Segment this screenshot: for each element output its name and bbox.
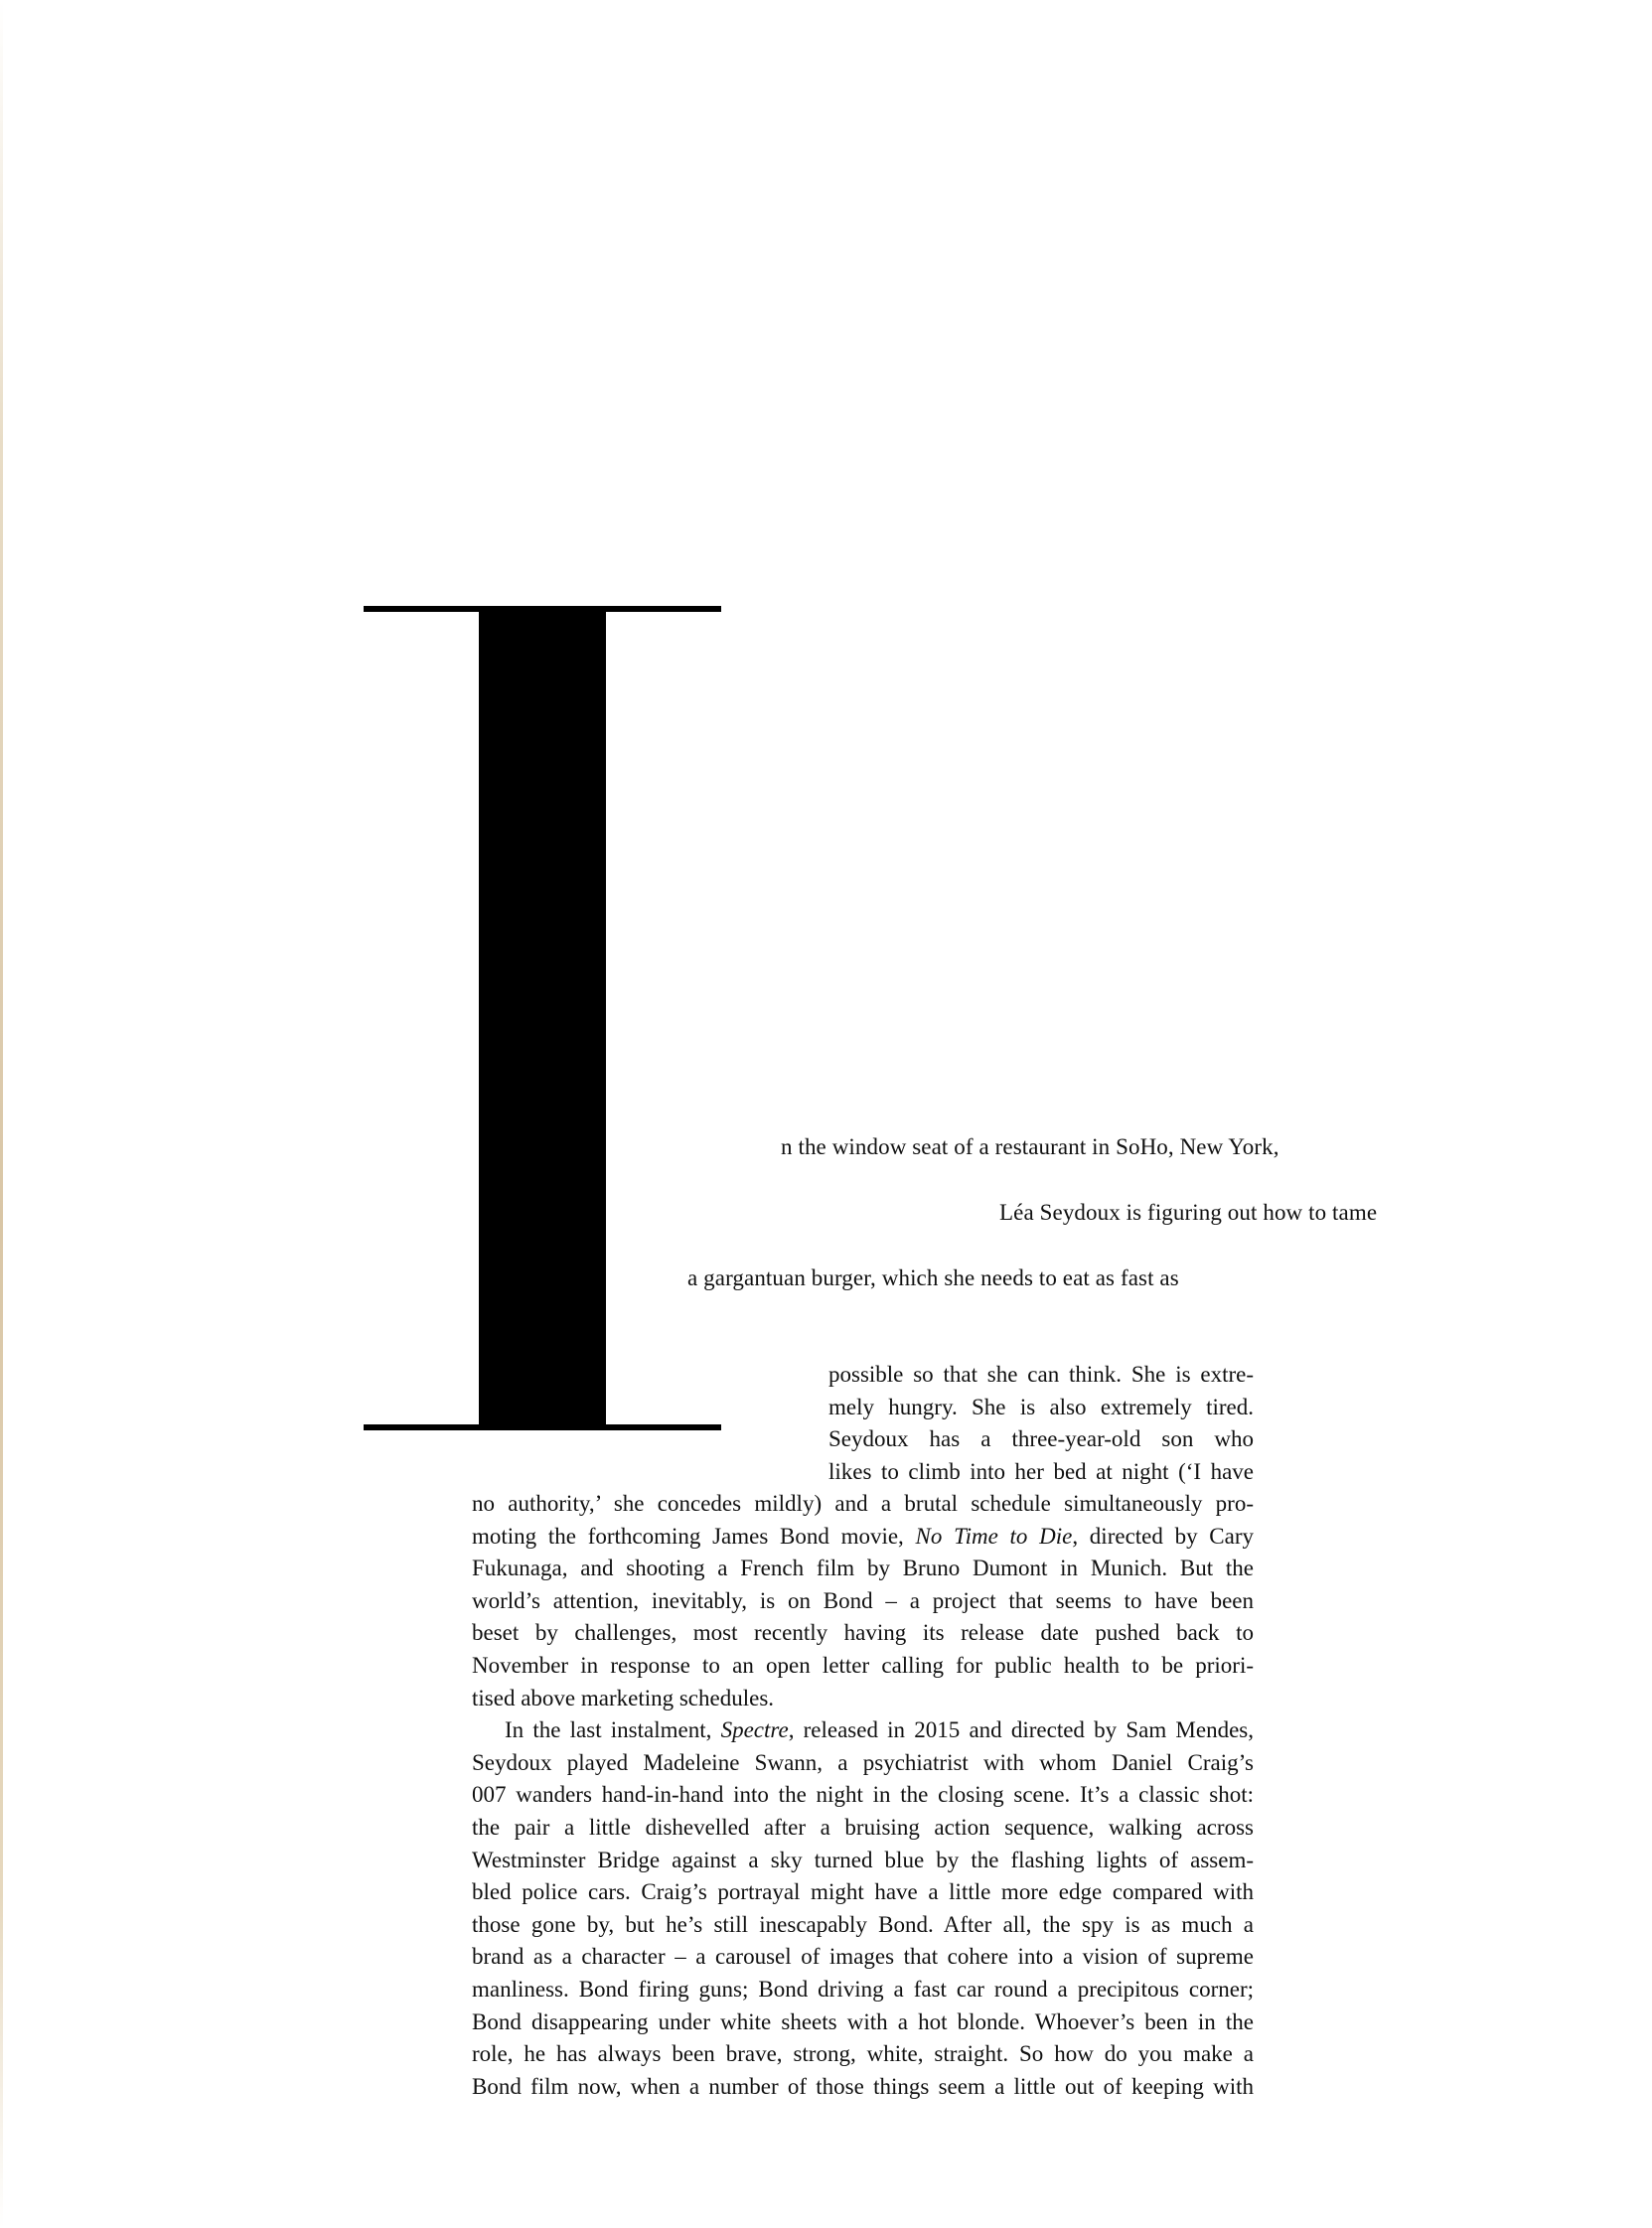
paragraph-2-line: manliness. Bond firing guns; Bond driving a fast car round a precipitous corner; bbox=[472, 1976, 1254, 2002]
drop-cap-text bbox=[364, 606, 365, 607]
paragraph-1-line: world’s attention, inevitably, is on Bond – a project that seems to have been bbox=[472, 1587, 1254, 1613]
paragraph-2-line: 007 wanders hand-in-hand into the night in the closing scene. It’s a classic shot: bbox=[472, 1782, 1254, 1808]
paragraph-2-line: brand as a character – a carousel of images that cohere into a vision of supreme bbox=[472, 1944, 1254, 1970]
paragraph-1-line: beset by challenges, most recently having its release date pushed back to bbox=[472, 1620, 1254, 1646]
paragraph-1-line: Fukunaga, and shooting a French film by Bruno Dumont in Munich. But the bbox=[472, 1556, 1254, 1581]
paragraph-2-line: the pair a little dishevelled after a bruising action sequence, walking across bbox=[472, 1814, 1254, 1840]
paragraph-2-line: bled police cars. Craig’s portrayal might have a little more edge compared with bbox=[472, 1879, 1254, 1905]
narrow-line: mely hungry. She is also extremely tired. bbox=[828, 1394, 1254, 1419]
paragraph-1-line: tised above marketing schedules. bbox=[472, 1685, 775, 1710]
italic-title: Spectre bbox=[720, 1717, 789, 1743]
narrow-column bbox=[828, 1359, 1254, 1488]
italic-title: No Time to Die bbox=[915, 1523, 1073, 1549]
opening-line-3: a gargantuan burger, which she needs to eat as fast as bbox=[687, 1265, 1179, 1290]
paragraph-2-line: role, he has always been brave, strong, white, straight. So how do you make a bbox=[472, 2041, 1254, 2067]
drop-cap-stem bbox=[479, 606, 606, 1430]
paragraph-1-line: November in response to an open letter calling for public health to be priori- bbox=[472, 1652, 1254, 1678]
narrow-line: Seydoux has a three-year-old son who bbox=[828, 1426, 1254, 1452]
drop-cap-letter-i bbox=[364, 606, 721, 1430]
opening-line-1: n the window seat of a restaurant in SoHo, New York, bbox=[781, 1134, 1279, 1159]
paragraph-2-line: Seydoux played Madeleine Swann, a psychiatrist with whom Daniel Craig’s bbox=[472, 1749, 1254, 1775]
body-column bbox=[472, 1488, 1254, 2103]
paragraph-2-line: In the last instalment, Spectre, released in 2015 and directed by Sam Mendes, bbox=[505, 1717, 1254, 1743]
paragraph-2-line: Bond disappearing under white sheets with a hot blonde. Whoever’s been in the bbox=[472, 2008, 1254, 2034]
narrow-line: likes to climb into her bed at night (‘I have bbox=[828, 1458, 1254, 1484]
paragraph-2-line: those gone by, but he’s still inescapably Bond. After all, the spy is as much a bbox=[472, 1911, 1254, 1937]
paragraph-2-line: Bond film now, when a number of those things seem a little out of keeping with bbox=[472, 2073, 1254, 2099]
paragraph-1-line: moting the forthcoming James Bond movie, No Time to Die, directed by Cary bbox=[472, 1523, 1254, 1549]
drop-cap-bottom-serif bbox=[364, 1424, 721, 1430]
paragraph-2-line: Westminster Bridge against a sky turned blue by the flashing lights of assem- bbox=[472, 1847, 1254, 1872]
opening-line-2: Léa Seydoux is figuring out how to tame bbox=[999, 1200, 1378, 1225]
page-spine-edge bbox=[0, 0, 3, 2228]
narrow-line: possible so that she can think. She is extre- bbox=[828, 1362, 1254, 1387]
paragraph-1-line: no authority,’ she concedes mildly) and a brutal schedule simultaneously pro- bbox=[472, 1491, 1254, 1516]
